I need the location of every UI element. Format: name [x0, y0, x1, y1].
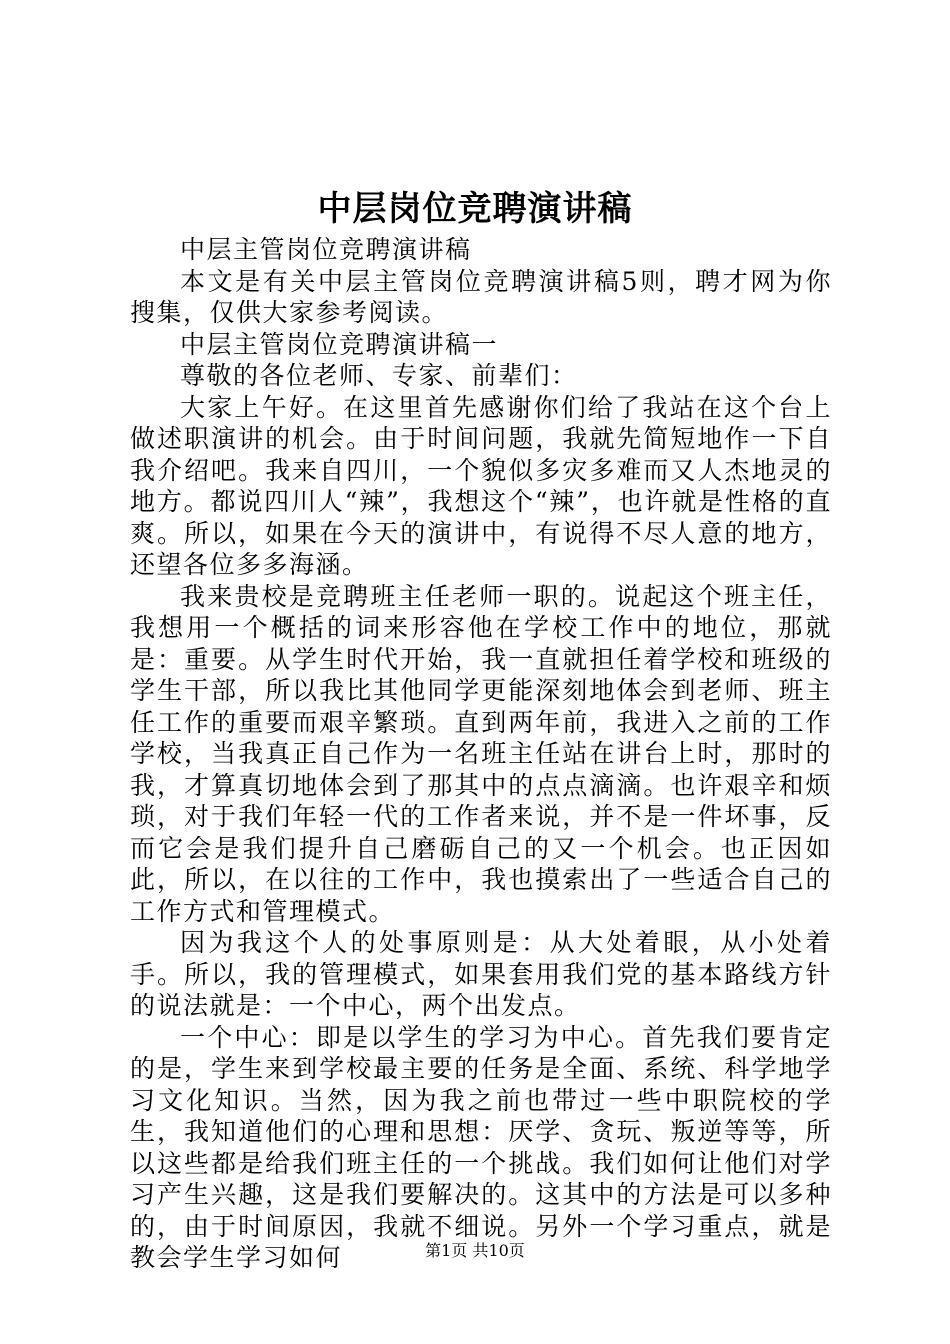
paragraph-greeting: 大家上午好。在这里首先感谢你们给了我站在这个台上做述职演讲的机会。由于时间问题，我就先简短地作一下自我介绍吧。我来自四川，一个貌似多灾多难而又人杰地灵的地方。都说四川人“辣”，我想这个“辣”，也许就是性格的直爽。所以，如果在今天的演讲中，有说得不尽人意的地方，还望各位多多海涵。 [130, 392, 832, 579]
paragraph-position: 我来贵校是竞聘班主任老师一职的。说起这个班主任，我想用一个概括的词来形容他在学校工作中的地位，那就是：重要。从学生时代开始，我一直就担任着学校和班级的学生干部，所以我比其他同学更能深刻地体会到老师、班主任工作的重要而艰辛繁琐。直到两年前，我进入之前的工作学校，当我真正自己作为一名班主任站在讲台上时，那时的我，才算真切地体会到了那其中的点点滴滴。也许艰辛和烦琐，对于我们年轻一代的工作者来说，并不是一件坏事，反而它会是我们提升自己磨砺自己的又一个机会。也正因如此，所以，在以往的工作中，我也摸索出了一些适合自己的工作方式和管理模式。 [130, 581, 832, 926]
document-title: 中层岗位竞聘演讲稿 [317, 189, 633, 229]
page-footer: 第1页 共10页 [425, 1241, 525, 1260]
paragraph-section-heading: 中层主管岗位竞聘演讲稿一 [180, 329, 499, 359]
paragraph-salutation: 尊敬的各位老师、专家、前辈们： [180, 361, 578, 390]
document-body [130, 234, 832, 1274]
paragraph-intro: 本文是有关中层主管岗位竞聘演讲稿5则，聘才网为你搜集，仅供大家参考阅读。 [130, 266, 832, 327]
paragraph-one-center: 一个中心：即是以学生的学习为中心。首先我们要肯定的是，学生来到学校最主要的任务是全面、系统、科学地学习文化知识。当然，因为我之前也带过一些中职院校的学生，我知道他们的心理和思想：厌学、贪玩、叛逆等等，所以这些都是给我们班主任的一个挑战。我们如何让他们对学习产生兴趣，这是我们要解决的。这其中的方法是可以多种的，由于时间原因，我就不细说。另外一个学习重点，就是教会学生学习如何 [130, 1022, 832, 1272]
paragraph-subtitle: 中层主管岗位竞聘演讲稿 [180, 235, 472, 264]
paragraph-principle: 因为我这个人的处事原则是：从大处着眼，从小处着手。所以，我的管理模式，如果套用我们党的基本路线方针的说法就是：一个中心，两个出发点。 [130, 928, 832, 1020]
